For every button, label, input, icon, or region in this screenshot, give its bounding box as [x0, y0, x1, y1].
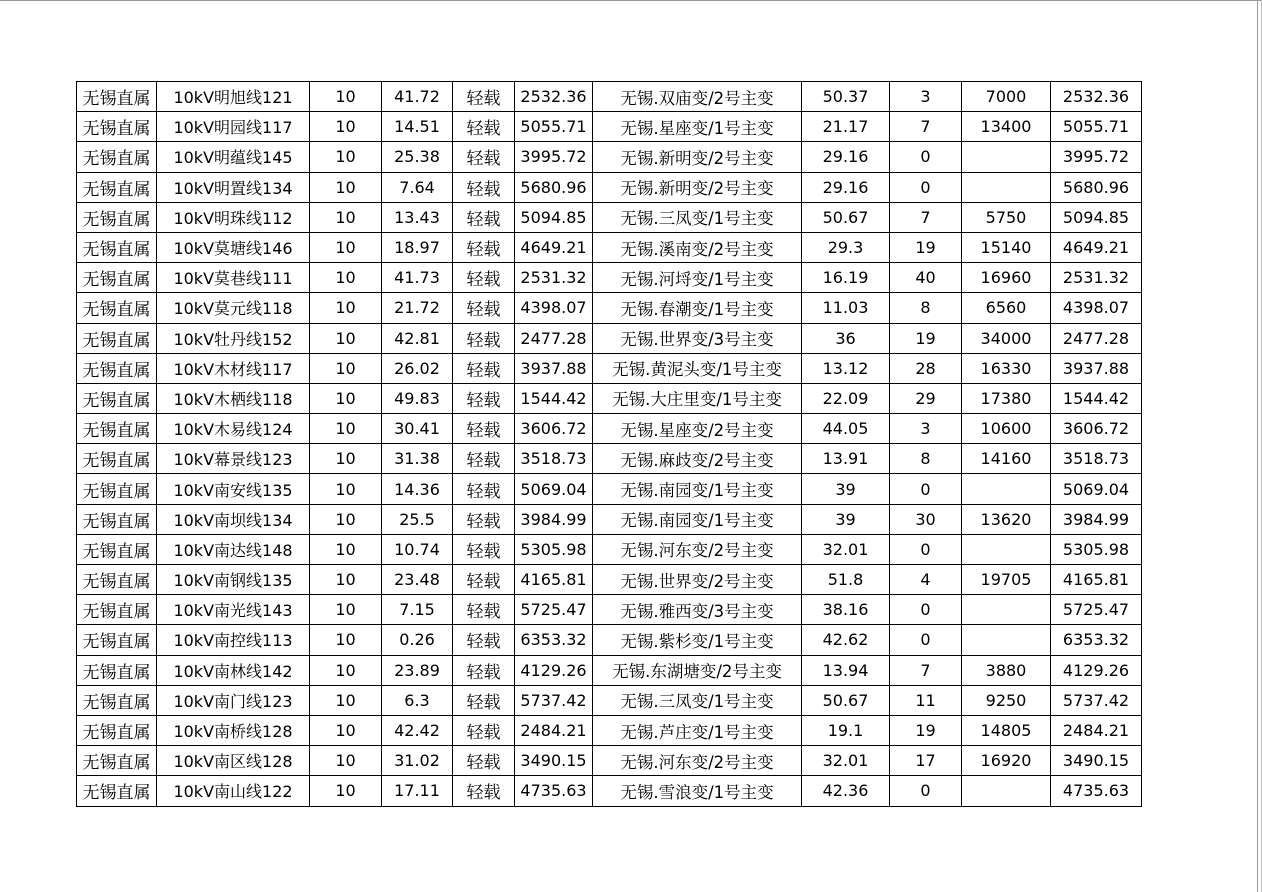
available-capacity-cell: 2477.28 [1051, 323, 1142, 353]
user-count-cell: 0 [890, 625, 962, 655]
transformer-load-rate-cell: 50.37 [802, 82, 890, 112]
table-row [77, 353, 1142, 383]
table-row [77, 323, 1142, 353]
substation-transformer-cell: 无锡.新明变/2号主变 [593, 142, 802, 172]
user-capacity-cell: 14160 [962, 444, 1051, 474]
table-row [77, 293, 1142, 323]
line-name-cell: 10kV南桥线128 [157, 715, 310, 745]
user-capacity-cell: 14805 [962, 715, 1051, 745]
voltage-cell: 10 [310, 685, 382, 715]
line-name-cell: 10kV南达线148 [157, 534, 310, 564]
available-capacity-cell: 5055.71 [1051, 112, 1142, 142]
user-count-cell: 19 [890, 232, 962, 262]
voltage-cell: 10 [310, 414, 382, 444]
substation-transformer-cell: 无锡.南园变/1号主变 [593, 504, 802, 534]
unit-cell: 无锡直属 [77, 625, 157, 655]
substation-transformer-cell: 无锡.春潮变/1号主变 [593, 293, 802, 323]
available-capacity-cell: 3518.73 [1051, 444, 1142, 474]
unit-cell: 无锡直属 [77, 685, 157, 715]
load-rate-cell: 23.48 [382, 565, 453, 595]
transformer-load-rate-cell: 29.3 [802, 232, 890, 262]
transformer-load-rate-cell: 44.05 [802, 414, 890, 444]
capacity-cell: 2532.36 [515, 82, 593, 112]
user-count-cell: 3 [890, 414, 962, 444]
line-name-cell: 10kV南坝线134 [157, 504, 310, 534]
voltage-cell: 10 [310, 565, 382, 595]
voltage-cell: 10 [310, 534, 382, 564]
capacity-cell: 4129.26 [515, 655, 593, 685]
unit-cell: 无锡直属 [77, 172, 157, 202]
available-capacity-cell: 3606.72 [1051, 414, 1142, 444]
capacity-cell: 5094.85 [515, 202, 593, 232]
capacity-cell: 3490.15 [515, 746, 593, 776]
substation-transformer-cell: 无锡.雅西变/3号主变 [593, 595, 802, 625]
voltage-cell: 10 [310, 715, 382, 745]
user-count-cell: 0 [890, 142, 962, 172]
voltage-cell: 10 [310, 746, 382, 776]
transformer-load-rate-cell: 13.12 [802, 353, 890, 383]
line-name-cell: 10kV南控线113 [157, 625, 310, 655]
substation-transformer-cell: 无锡.东湖塘变/2号主变 [593, 655, 802, 685]
user-count-cell: 30 [890, 504, 962, 534]
line-name-cell: 10kV南林线142 [157, 655, 310, 685]
load-rate-cell: 10.74 [382, 534, 453, 564]
substation-transformer-cell: 无锡.河埒变/1号主变 [593, 263, 802, 293]
transformer-load-rate-cell: 13.94 [802, 655, 890, 685]
unit-cell: 无锡直属 [77, 655, 157, 685]
user-count-cell: 28 [890, 353, 962, 383]
available-capacity-cell: 5069.04 [1051, 474, 1142, 504]
substation-transformer-cell: 无锡.大庄里变/1号主变 [593, 383, 802, 413]
unit-cell: 无锡直属 [77, 142, 157, 172]
load-rate-cell: 49.83 [382, 383, 453, 413]
transformer-load-rate-cell: 11.03 [802, 293, 890, 323]
capacity-cell: 5680.96 [515, 172, 593, 202]
user-count-cell: 4 [890, 565, 962, 595]
user-count-cell: 0 [890, 534, 962, 564]
available-capacity-cell: 4398.07 [1051, 293, 1142, 323]
table-row [77, 565, 1142, 595]
transformer-load-rate-cell: 50.67 [802, 685, 890, 715]
table-row [77, 534, 1142, 564]
line-name-cell: 10kV明珠线112 [157, 202, 310, 232]
available-capacity-cell: 2532.36 [1051, 82, 1142, 112]
unit-cell: 无锡直属 [77, 474, 157, 504]
capacity-cell: 2531.32 [515, 263, 593, 293]
table-row [77, 474, 1142, 504]
line-name-cell: 10kV木易线124 [157, 414, 310, 444]
unit-cell: 无锡直属 [77, 112, 157, 142]
line-name-cell: 10kV南钢线135 [157, 565, 310, 595]
load-status-cell: 轻载 [453, 746, 515, 776]
load-rate-cell: 42.81 [382, 323, 453, 353]
load-status-cell: 轻载 [453, 565, 515, 595]
voltage-cell: 10 [310, 232, 382, 262]
available-capacity-cell: 5680.96 [1051, 172, 1142, 202]
user-capacity-cell: 16960 [962, 263, 1051, 293]
unit-cell: 无锡直属 [77, 776, 157, 806]
substation-transformer-cell: 无锡.南园变/1号主变 [593, 474, 802, 504]
user-capacity-cell: 5750 [962, 202, 1051, 232]
table-row [77, 202, 1142, 232]
user-count-cell: 3 [890, 82, 962, 112]
unit-cell: 无锡直属 [77, 263, 157, 293]
load-status-cell: 轻载 [453, 414, 515, 444]
voltage-cell: 10 [310, 595, 382, 625]
available-capacity-cell: 3995.72 [1051, 142, 1142, 172]
line-name-cell: 10kV莫巷线111 [157, 263, 310, 293]
load-rate-cell: 7.64 [382, 172, 453, 202]
substation-transformer-cell: 无锡.紫杉变/1号主变 [593, 625, 802, 655]
capacity-cell: 1544.42 [515, 383, 593, 413]
transformer-load-rate-cell: 13.91 [802, 444, 890, 474]
user-count-cell: 0 [890, 474, 962, 504]
user-capacity-cell: 17380 [962, 383, 1051, 413]
user-capacity-cell: 15140 [962, 232, 1051, 262]
load-rate-cell: 14.51 [382, 112, 453, 142]
line-name-cell: 10kV南山线122 [157, 776, 310, 806]
capacity-cell: 5737.42 [515, 685, 593, 715]
available-capacity-cell: 5737.42 [1051, 685, 1142, 715]
line-name-cell: 10kV幕景线123 [157, 444, 310, 474]
table-row [77, 625, 1142, 655]
table-row [77, 655, 1142, 685]
load-rate-cell: 13.43 [382, 202, 453, 232]
user-capacity-cell: 13400 [962, 112, 1051, 142]
transformer-load-rate-cell: 16.19 [802, 263, 890, 293]
voltage-cell: 10 [310, 474, 382, 504]
load-status-cell: 轻载 [453, 625, 515, 655]
unit-cell: 无锡直属 [77, 202, 157, 232]
table-row [77, 444, 1142, 474]
load-rate-cell: 17.11 [382, 776, 453, 806]
capacity-cell: 4735.63 [515, 776, 593, 806]
available-capacity-cell: 5725.47 [1051, 595, 1142, 625]
substation-transformer-cell: 无锡.溪南变/2号主变 [593, 232, 802, 262]
transformer-load-rate-cell: 42.36 [802, 776, 890, 806]
user-capacity-cell: 19705 [962, 565, 1051, 595]
load-rate-cell: 21.72 [382, 293, 453, 323]
user-capacity-cell: 6560 [962, 293, 1051, 323]
unit-cell: 无锡直属 [77, 565, 157, 595]
unit-cell: 无锡直属 [77, 534, 157, 564]
user-capacity-cell [962, 595, 1051, 625]
line-name-cell: 10kV牡丹线152 [157, 323, 310, 353]
load-rate-cell: 25.38 [382, 142, 453, 172]
line-name-cell: 10kV明置线134 [157, 172, 310, 202]
available-capacity-cell: 3490.15 [1051, 746, 1142, 776]
capacity-cell: 2477.28 [515, 323, 593, 353]
available-capacity-cell: 2531.32 [1051, 263, 1142, 293]
load-status-cell: 轻载 [453, 504, 515, 534]
unit-cell: 无锡直属 [77, 595, 157, 625]
available-capacity-cell: 4735.63 [1051, 776, 1142, 806]
substation-transformer-cell: 无锡.星座变/1号主变 [593, 112, 802, 142]
user-capacity-cell: 13620 [962, 504, 1051, 534]
voltage-cell: 10 [310, 172, 382, 202]
line-name-cell: 10kV南安线135 [157, 474, 310, 504]
table-row [77, 595, 1142, 625]
line-name-cell: 10kV莫元线118 [157, 293, 310, 323]
user-count-cell: 11 [890, 685, 962, 715]
voltage-cell: 10 [310, 353, 382, 383]
user-count-cell: 8 [890, 293, 962, 323]
unit-cell: 无锡直属 [77, 82, 157, 112]
available-capacity-cell: 4129.26 [1051, 655, 1142, 685]
user-count-cell: 8 [890, 444, 962, 474]
voltage-cell: 10 [310, 82, 382, 112]
load-status-cell: 轻载 [453, 82, 515, 112]
table-row [77, 715, 1142, 745]
user-count-cell: 0 [890, 172, 962, 202]
available-capacity-cell: 3984.99 [1051, 504, 1142, 534]
table-body [77, 82, 1142, 807]
load-rate-cell: 31.38 [382, 444, 453, 474]
load-status-cell: 轻载 [453, 202, 515, 232]
user-count-cell: 19 [890, 323, 962, 353]
load-status-cell: 轻载 [453, 685, 515, 715]
load-rate-cell: 23.89 [382, 655, 453, 685]
substation-transformer-cell: 无锡.麻歧变/2号主变 [593, 444, 802, 474]
table-row [77, 112, 1142, 142]
line-name-cell: 10kV木栖线118 [157, 383, 310, 413]
transformer-load-rate-cell: 29.16 [802, 172, 890, 202]
user-capacity-cell: 16920 [962, 746, 1051, 776]
voltage-cell: 10 [310, 504, 382, 534]
capacity-cell: 3984.99 [515, 504, 593, 534]
load-status-cell: 轻载 [453, 293, 515, 323]
user-capacity-cell: 34000 [962, 323, 1051, 353]
user-capacity-cell: 10600 [962, 414, 1051, 444]
user-count-cell: 19 [890, 715, 962, 745]
user-count-cell: 7 [890, 112, 962, 142]
user-capacity-cell: 16330 [962, 353, 1051, 383]
voltage-cell: 10 [310, 323, 382, 353]
load-status-cell: 轻载 [453, 655, 515, 685]
user-capacity-cell [962, 172, 1051, 202]
substation-transformer-cell: 无锡.星座变/2号主变 [593, 414, 802, 444]
load-rate-cell: 26.02 [382, 353, 453, 383]
load-rate-cell: 0.26 [382, 625, 453, 655]
load-status-cell: 轻载 [453, 232, 515, 262]
capacity-cell: 5305.98 [515, 534, 593, 564]
load-rate-cell: 6.3 [382, 685, 453, 715]
substation-transformer-cell: 无锡.河东变/2号主变 [593, 534, 802, 564]
line-name-cell: 10kV木材线117 [157, 353, 310, 383]
capacity-cell: 5725.47 [515, 595, 593, 625]
transformer-load-rate-cell: 39 [802, 474, 890, 504]
user-capacity-cell: 3880 [962, 655, 1051, 685]
transformer-load-rate-cell: 32.01 [802, 746, 890, 776]
user-capacity-cell: 7000 [962, 82, 1051, 112]
table-row [77, 746, 1142, 776]
capacity-cell: 3995.72 [515, 142, 593, 172]
table-row [77, 263, 1142, 293]
substation-transformer-cell: 无锡.雪浪变/1号主变 [593, 776, 802, 806]
load-rate-cell: 31.02 [382, 746, 453, 776]
available-capacity-cell: 4649.21 [1051, 232, 1142, 262]
voltage-cell: 10 [310, 776, 382, 806]
unit-cell: 无锡直属 [77, 715, 157, 745]
user-count-cell: 29 [890, 383, 962, 413]
substation-transformer-cell: 无锡.三凤变/1号主变 [593, 202, 802, 232]
user-capacity-cell [962, 776, 1051, 806]
load-rate-cell: 41.73 [382, 263, 453, 293]
voltage-cell: 10 [310, 293, 382, 323]
page-top-edge [0, 0, 1262, 1]
line-name-cell: 10kV南区线128 [157, 746, 310, 776]
load-status-cell: 轻载 [453, 444, 515, 474]
table-row [77, 82, 1142, 112]
substation-transformer-cell: 无锡.黄泥头变/1号主变 [593, 353, 802, 383]
table-row [77, 172, 1142, 202]
load-status-cell: 轻载 [453, 353, 515, 383]
voltage-cell: 10 [310, 655, 382, 685]
line-name-cell: 10kV南光线143 [157, 595, 310, 625]
available-capacity-cell: 2484.21 [1051, 715, 1142, 745]
transformer-load-rate-cell: 21.17 [802, 112, 890, 142]
unit-cell: 无锡直属 [77, 383, 157, 413]
unit-cell: 无锡直属 [77, 504, 157, 534]
line-name-cell: 10kV明园线117 [157, 112, 310, 142]
table-row [77, 414, 1142, 444]
user-capacity-cell [962, 474, 1051, 504]
user-capacity-cell: 9250 [962, 685, 1051, 715]
user-count-cell: 0 [890, 595, 962, 625]
voltage-cell: 10 [310, 202, 382, 232]
unit-cell: 无锡直属 [77, 353, 157, 383]
feeder-load-table [76, 81, 1142, 807]
capacity-cell: 4398.07 [515, 293, 593, 323]
user-capacity-cell [962, 142, 1051, 172]
load-status-cell: 轻载 [453, 112, 515, 142]
user-count-cell: 40 [890, 263, 962, 293]
substation-transformer-cell: 无锡.新明变/2号主变 [593, 172, 802, 202]
unit-cell: 无锡直属 [77, 746, 157, 776]
line-name-cell: 10kV南门线123 [157, 685, 310, 715]
load-rate-cell: 41.72 [382, 82, 453, 112]
table-row [77, 776, 1142, 806]
unit-cell: 无锡直属 [77, 232, 157, 262]
line-name-cell: 10kV明蕴线145 [157, 142, 310, 172]
substation-transformer-cell: 无锡.世界变/2号主变 [593, 565, 802, 595]
capacity-cell: 5069.04 [515, 474, 593, 504]
transformer-load-rate-cell: 39 [802, 504, 890, 534]
capacity-cell: 3606.72 [515, 414, 593, 444]
load-status-cell: 轻载 [453, 142, 515, 172]
load-status-cell: 轻载 [453, 715, 515, 745]
substation-transformer-cell: 无锡.双庙变/2号主变 [593, 82, 802, 112]
available-capacity-cell: 5305.98 [1051, 534, 1142, 564]
load-rate-cell: 7.15 [382, 595, 453, 625]
load-rate-cell: 18.97 [382, 232, 453, 262]
line-name-cell: 10kV明旭线121 [157, 82, 310, 112]
substation-transformer-cell: 无锡.三凤变/1号主变 [593, 685, 802, 715]
user-capacity-cell [962, 534, 1051, 564]
transformer-load-rate-cell: 29.16 [802, 142, 890, 172]
transformer-load-rate-cell: 42.62 [802, 625, 890, 655]
user-count-cell: 7 [890, 655, 962, 685]
transformer-load-rate-cell: 22.09 [802, 383, 890, 413]
transformer-load-rate-cell: 32.01 [802, 534, 890, 564]
page-right-edge [1257, 0, 1258, 892]
user-count-cell: 17 [890, 746, 962, 776]
voltage-cell: 10 [310, 383, 382, 413]
substation-transformer-cell: 无锡.世界变/3号主变 [593, 323, 802, 353]
available-capacity-cell: 4165.81 [1051, 565, 1142, 595]
capacity-cell: 4649.21 [515, 232, 593, 262]
load-status-cell: 轻载 [453, 323, 515, 353]
transformer-load-rate-cell: 19.1 [802, 715, 890, 745]
substation-transformer-cell: 无锡.河东变/2号主变 [593, 746, 802, 776]
load-rate-cell: 14.36 [382, 474, 453, 504]
capacity-cell: 2484.21 [515, 715, 593, 745]
table-row [77, 383, 1142, 413]
load-status-cell: 轻载 [453, 383, 515, 413]
voltage-cell: 10 [310, 444, 382, 474]
capacity-cell: 3518.73 [515, 444, 593, 474]
load-rate-cell: 30.41 [382, 414, 453, 444]
user-count-cell: 0 [890, 776, 962, 806]
available-capacity-cell: 6353.32 [1051, 625, 1142, 655]
unit-cell: 无锡直属 [77, 323, 157, 353]
available-capacity-cell: 3937.88 [1051, 353, 1142, 383]
load-status-cell: 轻载 [453, 595, 515, 625]
table-row [77, 232, 1142, 262]
load-status-cell: 轻载 [453, 474, 515, 504]
load-rate-cell: 42.42 [382, 715, 453, 745]
transformer-load-rate-cell: 36 [802, 323, 890, 353]
voltage-cell: 10 [310, 625, 382, 655]
transformer-load-rate-cell: 50.67 [802, 202, 890, 232]
voltage-cell: 10 [310, 112, 382, 142]
user-capacity-cell [962, 625, 1051, 655]
substation-transformer-cell: 无锡.芦庄变/1号主变 [593, 715, 802, 745]
unit-cell: 无锡直属 [77, 293, 157, 323]
voltage-cell: 10 [310, 263, 382, 293]
table-row [77, 504, 1142, 534]
table-row [77, 685, 1142, 715]
load-rate-cell: 25.5 [382, 504, 453, 534]
voltage-cell: 10 [310, 142, 382, 172]
capacity-cell: 6353.32 [515, 625, 593, 655]
table-row [77, 142, 1142, 172]
load-status-cell: 轻载 [453, 263, 515, 293]
load-status-cell: 轻载 [453, 776, 515, 806]
unit-cell: 无锡直属 [77, 414, 157, 444]
capacity-cell: 4165.81 [515, 565, 593, 595]
unit-cell: 无锡直属 [77, 444, 157, 474]
transformer-load-rate-cell: 51.8 [802, 565, 890, 595]
load-status-cell: 轻载 [453, 172, 515, 202]
available-capacity-cell: 1544.42 [1051, 383, 1142, 413]
line-name-cell: 10kV莫塘线146 [157, 232, 310, 262]
load-status-cell: 轻载 [453, 534, 515, 564]
capacity-cell: 5055.71 [515, 112, 593, 142]
transformer-load-rate-cell: 38.16 [802, 595, 890, 625]
available-capacity-cell: 5094.85 [1051, 202, 1142, 232]
capacity-cell: 3937.88 [515, 353, 593, 383]
user-count-cell: 7 [890, 202, 962, 232]
